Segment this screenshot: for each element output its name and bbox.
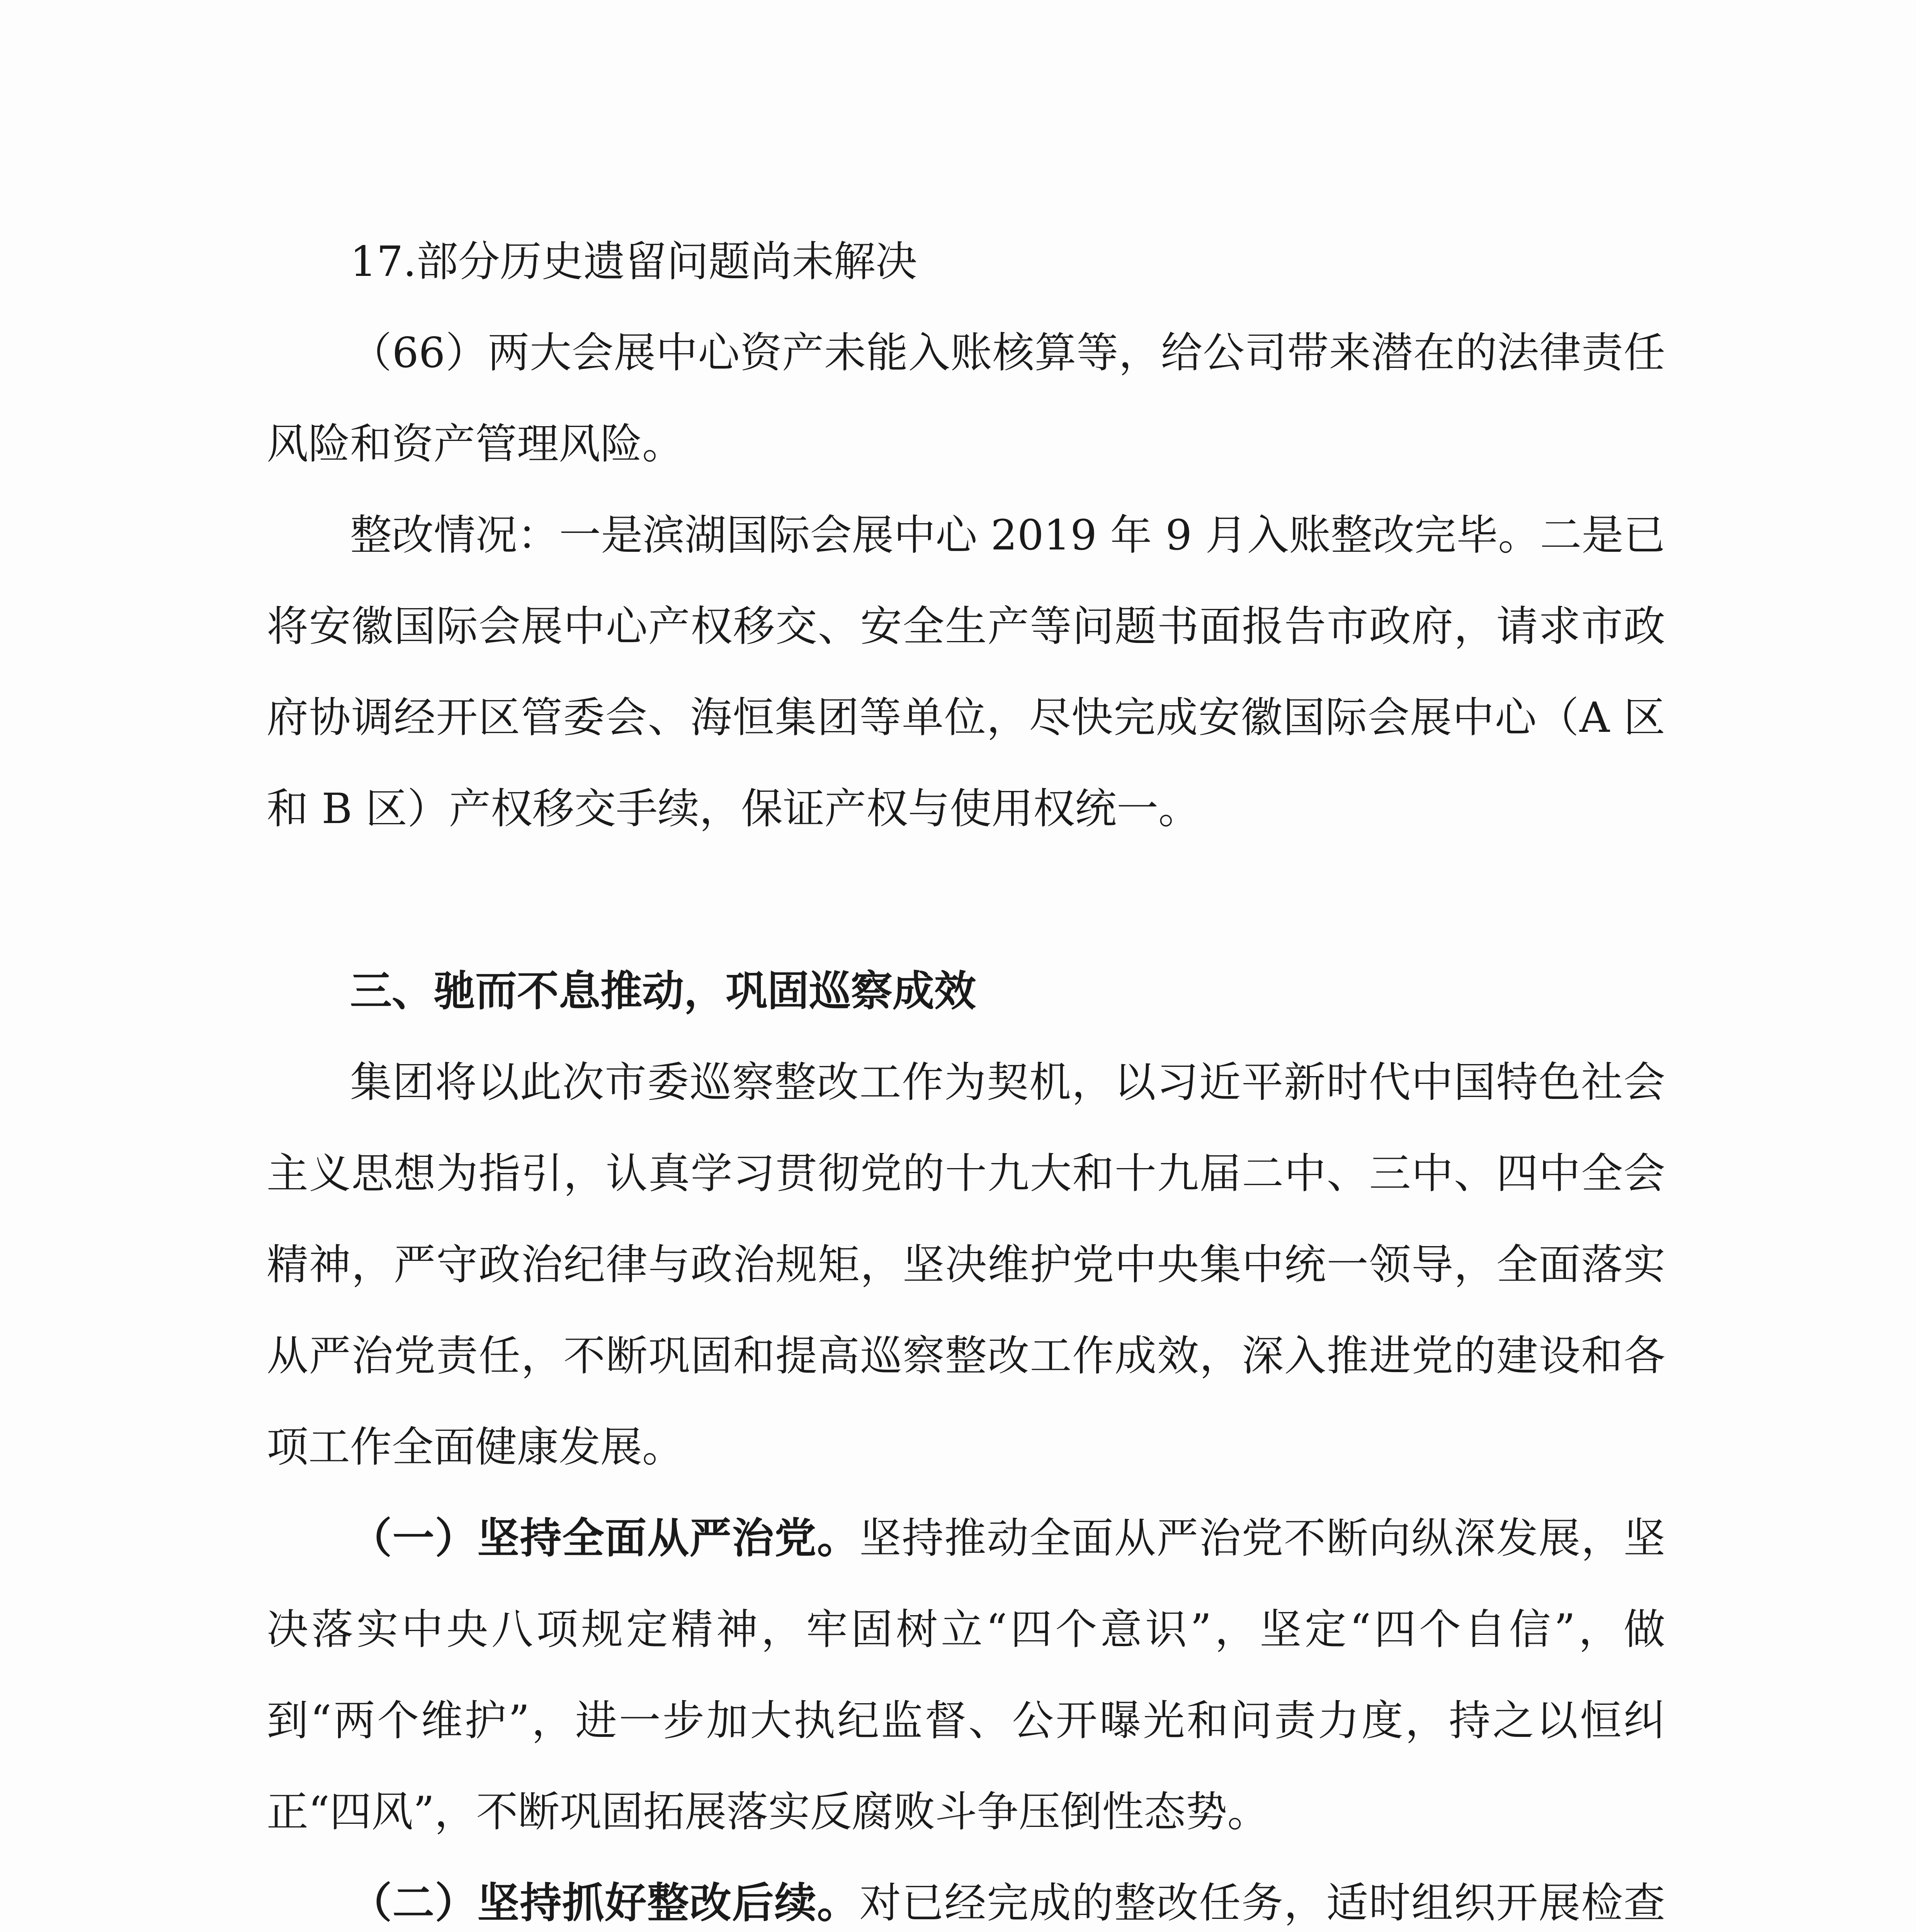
point-1-body: 坚持推动全面从严治党不断向纵深发展，坚决落实中央八项规定精神，牢固树立“四个意识”，坚定“四个自信”，做到“两个维护”，进一步加大执纪监督、公开曝光和问责力度，持之以恒纠正“四风”，不断巩固拓展落实反腐败斗争压倒性态势。 (267, 1514, 1665, 1836)
section-3-heading: 三、驰而不息推动，巩固巡察成效 (350, 967, 976, 1015)
section-3-intro-paragraph: 集团将以此次市委巡察整改工作为契机，以习近平新时代中国特色社会主义思想为指引，认真学习贯彻党的十九大和十九届二中、三中、四中全会精神，严守政治纪律与政治规矩，坚决维护党中央集中统一领导，全面落实从严治党责任，不断巩固和提高巡察整改工作成效，深入推进党的建设和各项工作全面健康发展。 (267, 1058, 1665, 1471)
document-body (267, 216, 1665, 1932)
point-2-lead: （二）坚持抓好整改后续。 (350, 1879, 860, 1927)
point-1-lead: （一）坚持全面从严治党。 (350, 1514, 860, 1563)
point-2-body: 对已经完成的整改任务，适时组织开展检查 (859, 1879, 1665, 1927)
issue-66-paragraph: （66）两大会展中心资产未能入账核算等，给公司带来潜在的法律责任风险和资产管理风险。 (267, 329, 1665, 468)
rectification-paragraph: 整改情况：一是滨湖国际会展中心 2019 年 9 月入账整改完毕。二是已将安徽国际会展中心产权移交、安全生产等问题书面报告市政府，请求市政府协调经开区管委会、海恒集团等单位，尽快完成安徽国际会展中心（A 区和 B 区）产权移交手续，保证产权与使用权统一。 (267, 511, 1665, 833)
item-17-title: 17.部分历史遗留问题尚未解决 (350, 238, 917, 286)
section-spacer (267, 855, 1665, 946)
point-1-paragraph (267, 1493, 1665, 1858)
point-2-paragraph (267, 1858, 1665, 1932)
